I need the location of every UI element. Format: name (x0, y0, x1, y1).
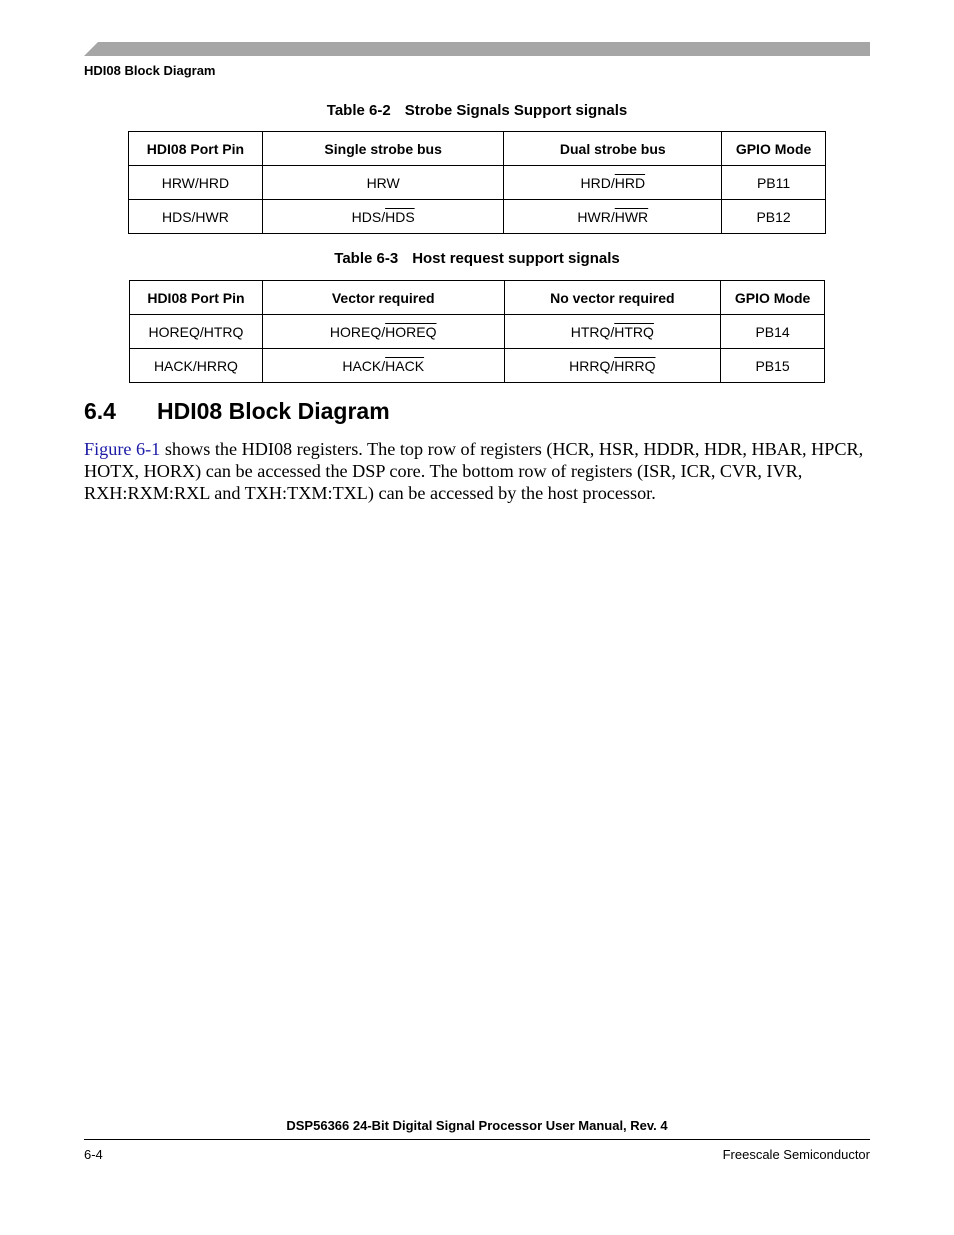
active-low-signal: HRRQ (614, 357, 656, 374)
section-number: 6.4 (84, 398, 116, 424)
table-header-row (130, 281, 825, 315)
table-cell (262, 200, 504, 234)
signal-name: HOREQ/ (329, 323, 386, 340)
body-paragraph (84, 438, 874, 504)
table-row (129, 200, 826, 234)
column-header: Single strobe bus (262, 132, 504, 166)
table-cell: PB12 (722, 200, 826, 234)
active-low-signal: $\overline{HWR}$ (614, 208, 649, 225)
column-header: Vector required (262, 281, 504, 315)
figure-link[interactable]: Figure 6-1 (84, 439, 161, 459)
running-head: HDI08 Block Diagram (84, 63, 216, 78)
table-header-row (129, 132, 826, 166)
table-cell (504, 166, 722, 200)
strobe-signals-table (128, 131, 826, 234)
header-bar (84, 42, 870, 56)
active-low-signal: HTRQ (614, 323, 654, 340)
footer-manual-title: DSP56366 24-Bit Digital Signal Processor User Manual, Rev. 4 (286, 1118, 668, 1133)
table-6-3-caption (0, 250, 954, 267)
column-header: No vector required (504, 281, 721, 315)
section-title: HDI08 Block Diagram (157, 398, 390, 424)
section-heading (84, 398, 390, 425)
table-cell (504, 349, 721, 383)
column-header: HDI08 Port Pin (129, 132, 263, 166)
table-cell (262, 315, 504, 349)
active-low-signal: $\overline{HRD}$ (614, 174, 646, 191)
table-cell: PB11 (722, 166, 826, 200)
table-cell: HRW (262, 166, 504, 200)
table-cell: PB14 (721, 315, 825, 349)
signal-name: HWR/ (577, 208, 615, 225)
table-number: Table 6-2 (326, 102, 391, 119)
table-cell: HACK/HRRQ (130, 349, 263, 383)
signal-name: HRD/ (580, 174, 615, 191)
footer-divider (84, 1139, 870, 1140)
publisher-name: Freescale Semiconductor (722, 1147, 870, 1162)
table-cell (262, 349, 504, 383)
signal-name: HRRQ/ (569, 357, 615, 374)
table-title: Host request support signals (412, 250, 620, 267)
column-header: Dual strobe bus (504, 132, 722, 166)
table-number: Table 6-3 (334, 250, 399, 267)
active-low-signal: HOREQ (385, 323, 437, 340)
table-cell: PB15 (721, 349, 825, 383)
paragraph-text: shows the HDI08 registers. The top row of registers (HCR, HSR, HDDR, HDR, HBAR, HPCR, HOTX, HORX) can be accessed the DSP core. The bottom row of registers (ISR, ICR, CVR, IVR, RXH:RXM:RXL and TXH:TXM:TXL) can be accessed by the host processor. (84, 439, 864, 503)
signal-name: HACK/ (342, 357, 386, 374)
page-number: 6-4 (84, 1147, 103, 1162)
table-cell: HOREQ/HTRQ (130, 315, 263, 349)
table-cell (504, 200, 722, 234)
table-cell: HRW/HRD (129, 166, 263, 200)
table-row (130, 315, 825, 349)
table-6-2-caption (0, 102, 954, 119)
column-header: HDI08 Port Pin (130, 281, 263, 315)
active-low-signal: HACK (385, 357, 425, 374)
signal-name: HTRQ/ (570, 323, 615, 340)
table-cell (504, 315, 721, 349)
host-request-table (129, 280, 825, 383)
table-row (130, 349, 825, 383)
table-row (129, 166, 826, 200)
column-header: GPIO Mode (721, 281, 825, 315)
table-title: Strobe Signals Support signals (404, 102, 628, 119)
signal-name: HDS/ (351, 208, 386, 225)
table-cell: HDS/HWR (129, 200, 263, 234)
column-header: GPIO Mode (722, 132, 826, 166)
active-low-signal: $\overline{HDS}$ (385, 208, 415, 225)
